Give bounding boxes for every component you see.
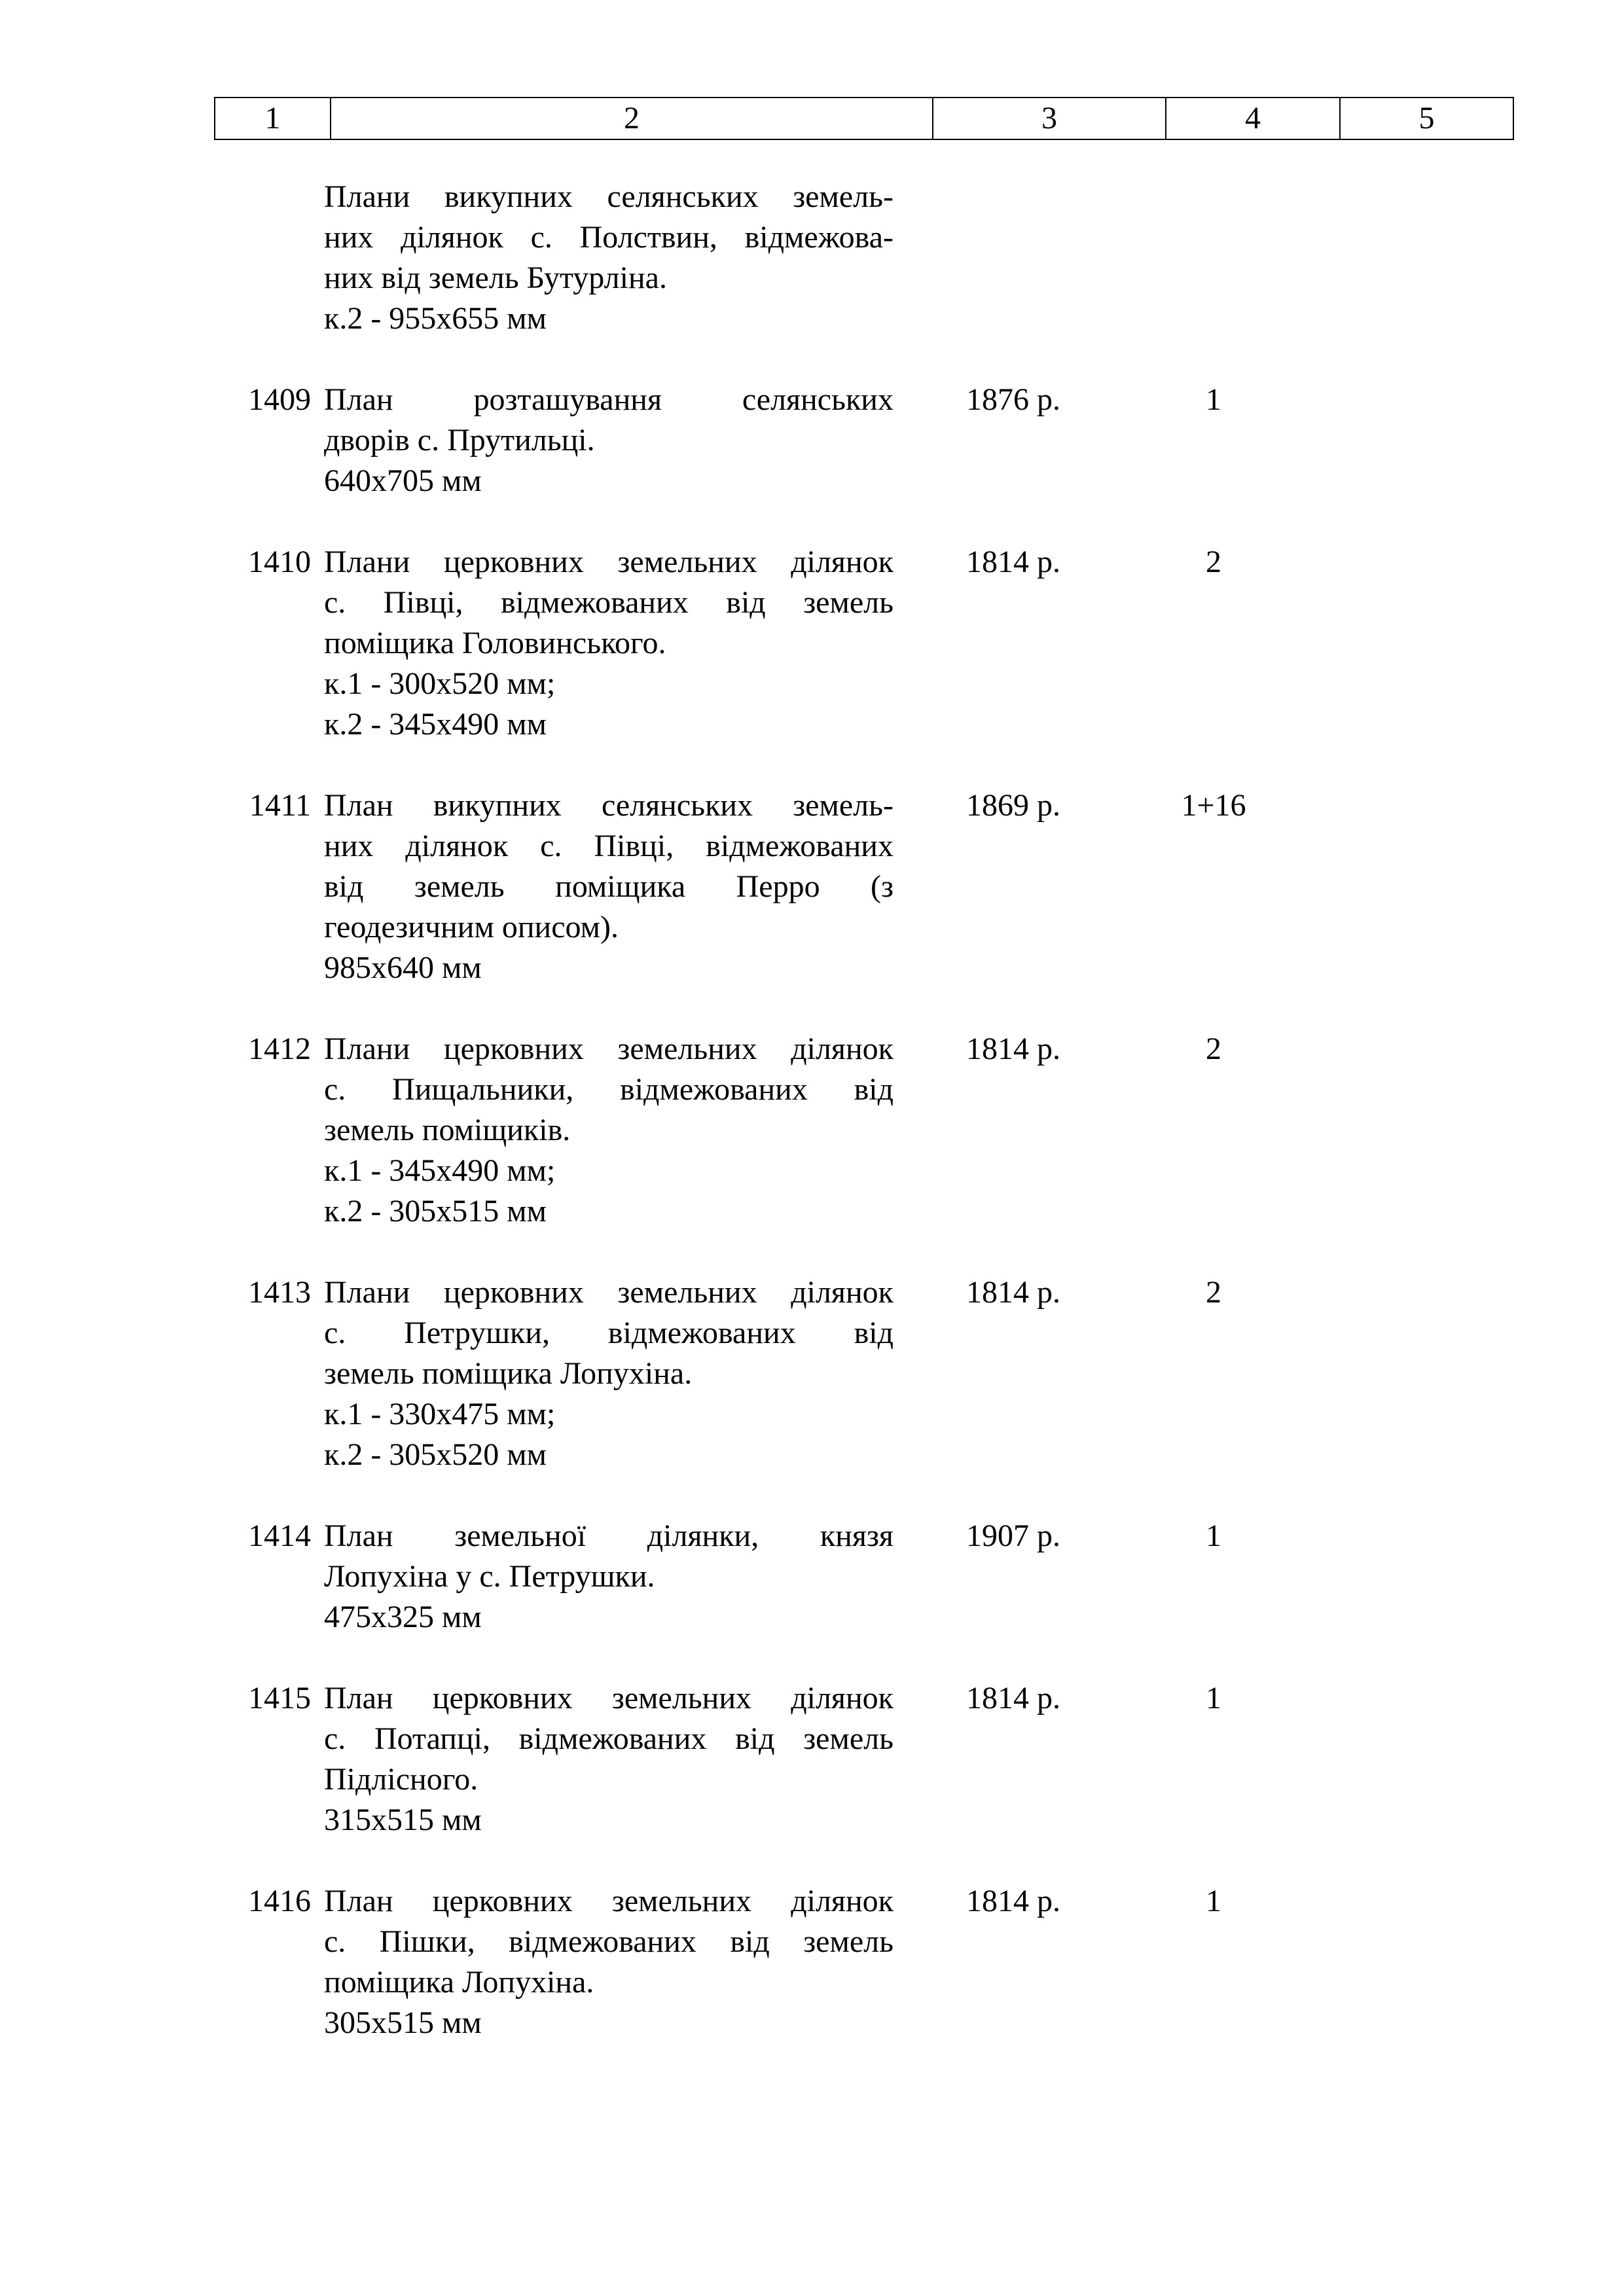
record-description xyxy=(324,1029,893,1232)
description-line: них ділянок с. Півці, відмежованих xyxy=(324,829,893,863)
header-col-2: 2 xyxy=(331,98,933,139)
description-line: к.2 - 305х520 мм xyxy=(324,1437,547,1472)
description-line: Плани церковних земельних ділянок xyxy=(324,1275,893,1310)
description-line: 985х640 мм xyxy=(324,950,482,985)
record-row xyxy=(214,785,1513,988)
description-line: Плани викупних селянських земель- xyxy=(324,179,893,214)
record-number: 1414 xyxy=(248,1518,311,1553)
record-number: 1409 xyxy=(248,382,311,417)
record-description xyxy=(324,1678,893,1840)
description-line: поміщика Головинського. xyxy=(324,626,666,660)
record-spacer xyxy=(214,1840,1513,1881)
header-col-5: 5 xyxy=(1340,98,1513,139)
record-description xyxy=(324,785,893,988)
description-line: План розташування селянських xyxy=(324,382,893,417)
column-number-header xyxy=(214,97,1514,140)
record-row xyxy=(214,1272,1513,1475)
record-date: 1814 р. xyxy=(966,1031,1060,1066)
record-date: 1907 р. xyxy=(966,1518,1060,1553)
description-line: 305х515 мм xyxy=(324,2005,482,2040)
record-number: 1411 xyxy=(249,788,311,823)
record-row xyxy=(214,177,1513,339)
record-description xyxy=(324,1881,893,2043)
record-spacer xyxy=(214,988,1513,1029)
record-date: 1814 р. xyxy=(966,545,1060,579)
record-description xyxy=(324,177,893,339)
description-line: від земель поміщика Перро (з xyxy=(324,869,893,904)
record-row xyxy=(214,542,1513,745)
description-line: Плани церковних земельних ділянок xyxy=(324,545,893,579)
record-date: 1814 р. xyxy=(966,1681,1060,1715)
description-line: земель поміщиків. xyxy=(324,1113,571,1147)
description-line: с. Пищальники, відмежованих від xyxy=(324,1072,893,1107)
description-line: поміщика Лопухіна. xyxy=(324,1965,594,2000)
record-sheet-count: 1 xyxy=(1206,382,1221,417)
description-line: них від земель Бутурліна. xyxy=(324,260,667,295)
record-row xyxy=(214,1881,1513,2043)
description-line: к.2 - 345х490 мм xyxy=(324,707,547,742)
description-line: Підлісного. xyxy=(324,1762,478,1797)
record-sheet-count: 2 xyxy=(1206,1031,1221,1066)
description-line: План церковних земельних ділянок xyxy=(324,1681,893,1715)
record-description xyxy=(324,1272,893,1475)
description-line: План викупних селянських земель- xyxy=(324,788,893,823)
description-line: 315х515 мм xyxy=(324,1803,482,1837)
description-line: к.1 - 345х490 мм; xyxy=(324,1153,556,1188)
header-col-3: 3 xyxy=(933,98,1166,139)
record-spacer xyxy=(214,501,1513,542)
records-list xyxy=(214,177,1513,2043)
record-spacer xyxy=(214,1232,1513,1272)
record-spacer xyxy=(214,1475,1513,1516)
record-number: 1415 xyxy=(248,1681,311,1715)
record-spacer xyxy=(214,745,1513,785)
record-row xyxy=(214,1678,1513,1840)
description-line: Лопухіна у с. Петрушки. xyxy=(324,1559,655,1594)
description-line: План земельної ділянки, князя xyxy=(324,1518,893,1553)
description-line: к.1 - 330х475 мм; xyxy=(324,1397,556,1431)
description-line: с. Півці, відмежованих від земель xyxy=(324,585,893,620)
record-date: 1814 р. xyxy=(966,1275,1060,1310)
description-line: к.2 - 305х515 мм xyxy=(324,1194,547,1229)
description-line: Плани церковних земельних ділянок xyxy=(324,1031,893,1066)
record-sheet-count: 1 xyxy=(1206,1681,1221,1715)
header-col-1: 1 xyxy=(215,98,331,139)
record-description xyxy=(324,380,893,501)
record-number: 1413 xyxy=(248,1275,311,1310)
description-line: 640х705 мм xyxy=(324,463,482,498)
description-line: с. Пішки, відмежованих від земель xyxy=(324,1924,893,1959)
description-line: с. Потапці, відмежованих від земель xyxy=(324,1721,893,1756)
description-line: к.2 - 955х655 мм xyxy=(324,301,547,336)
record-date: 1876 р. xyxy=(966,382,1060,417)
description-line: 475х325 мм xyxy=(324,1600,482,1634)
description-line: земель поміщика Лопухіна. xyxy=(324,1356,693,1391)
record-sheet-count: 1+16 xyxy=(1181,788,1246,823)
record-number: 1416 xyxy=(248,1884,311,1918)
record-spacer xyxy=(214,1638,1513,1678)
description-line: дворів с. Прутильці. xyxy=(324,423,595,457)
record-row xyxy=(214,380,1513,501)
record-description xyxy=(324,1516,893,1638)
record-spacer xyxy=(214,339,1513,380)
record-number: 1410 xyxy=(248,545,311,579)
record-sheet-count: 2 xyxy=(1206,1275,1221,1310)
header-col-4: 4 xyxy=(1166,98,1340,139)
record-number: 1412 xyxy=(248,1031,311,1066)
record-sheet-count: 2 xyxy=(1206,545,1221,579)
record-row xyxy=(214,1516,1513,1638)
record-description xyxy=(324,542,893,745)
record-row xyxy=(214,1029,1513,1232)
record-sheet-count: 1 xyxy=(1206,1518,1221,1553)
description-line: План церковних земельних ділянок xyxy=(324,1884,893,1918)
record-sheet-count: 1 xyxy=(1206,1884,1221,1918)
description-line: к.1 - 300х520 мм; xyxy=(324,666,556,701)
description-line: с. Петрушки, відмежованих від xyxy=(324,1316,893,1350)
description-line: них ділянок с. Полствин, відмежова- xyxy=(324,220,893,255)
header-row xyxy=(215,98,1513,139)
record-date: 1869 р. xyxy=(966,788,1060,823)
description-line: геодезичним описом). xyxy=(324,910,619,944)
record-date: 1814 р. xyxy=(966,1884,1060,1918)
